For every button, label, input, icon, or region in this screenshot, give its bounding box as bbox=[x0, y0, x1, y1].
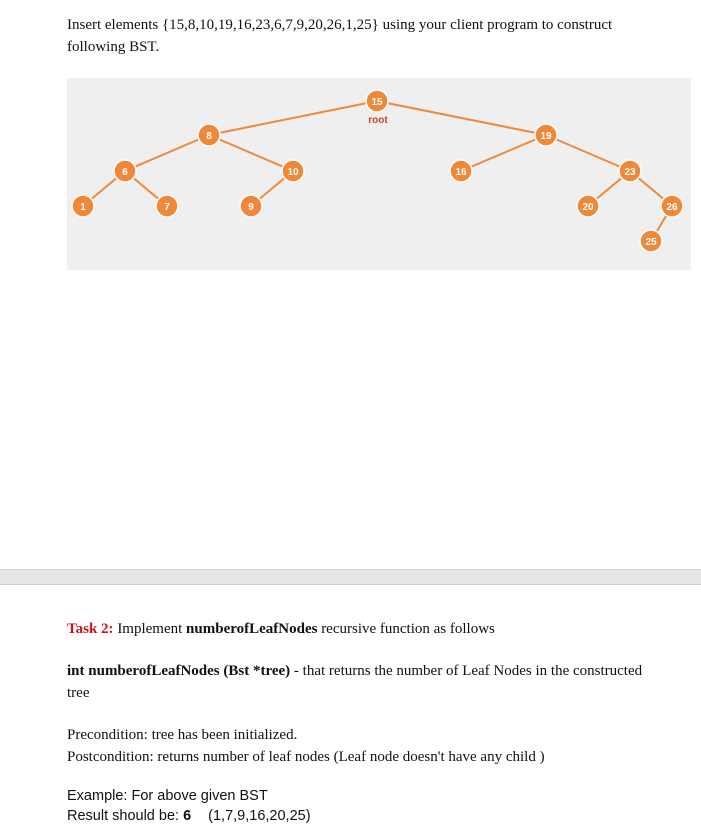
function-name: numberofLeafNodes bbox=[186, 621, 318, 637]
edge-8-10 bbox=[209, 135, 293, 171]
conditions bbox=[67, 724, 667, 768]
tree-node bbox=[156, 195, 178, 217]
tree-node bbox=[450, 160, 472, 182]
node-label: 20 bbox=[582, 202, 594, 213]
task-heading bbox=[67, 618, 667, 640]
task-intro-post: recursive function as follows bbox=[317, 621, 495, 637]
bst-diagram bbox=[67, 78, 691, 270]
example-line: Example: For above given BST bbox=[67, 788, 268, 804]
tree-node bbox=[661, 195, 683, 217]
tree-node bbox=[114, 160, 136, 182]
node-label: 10 bbox=[287, 167, 299, 178]
tree-node bbox=[619, 160, 641, 182]
result-label: Result should be: bbox=[67, 808, 184, 824]
node-label: 9 bbox=[248, 202, 254, 213]
edge-8-6 bbox=[125, 135, 209, 171]
tree-node bbox=[640, 230, 662, 252]
node-label: 7 bbox=[164, 202, 170, 213]
node-label: 16 bbox=[455, 167, 467, 178]
edge-19-16 bbox=[461, 135, 546, 171]
tree-node bbox=[535, 124, 557, 146]
intro-text: Insert elements {15,8,10,19,16,23,6,7,9,20,26,1,25} using your client program to construct following BST. bbox=[67, 17, 613, 55]
precondition-text: Precondition: tree has been initialized. bbox=[67, 727, 298, 743]
node-label: 26 bbox=[666, 202, 678, 213]
function-signature-line bbox=[67, 660, 667, 704]
task-intro-pre: Implement bbox=[113, 621, 187, 637]
example-block bbox=[67, 786, 311, 826]
bst-svg bbox=[67, 78, 691, 270]
node-label: 15 bbox=[371, 97, 383, 108]
node-label: 25 bbox=[645, 237, 657, 248]
result-list: (1,7,9,16,20,25) bbox=[208, 808, 311, 824]
node-label: 1 bbox=[80, 202, 86, 213]
function-signature: int numberofLeafNodes (Bst *tree) bbox=[67, 663, 291, 679]
tree-node bbox=[366, 90, 388, 112]
tree-node bbox=[198, 124, 220, 146]
task-label: Task 2: bbox=[67, 621, 114, 637]
node-label: 8 bbox=[206, 131, 212, 142]
tree-node bbox=[282, 160, 304, 182]
node-label: 6 bbox=[122, 167, 128, 178]
result-value: 6 bbox=[183, 808, 192, 824]
node-label: 23 bbox=[624, 167, 636, 178]
tree-node bbox=[577, 195, 599, 217]
result-line bbox=[67, 806, 311, 826]
root-label: root bbox=[368, 115, 388, 126]
edge-15-19 bbox=[377, 101, 546, 135]
tree-node bbox=[240, 195, 262, 217]
signature-description: - that returns the number of Leaf Nodes in the constructed tree bbox=[67, 663, 643, 701]
edge-15-8 bbox=[209, 101, 377, 135]
section-divider bbox=[0, 569, 701, 585]
node-label: 19 bbox=[540, 131, 552, 142]
edge-19-23 bbox=[546, 135, 630, 171]
tree-node bbox=[72, 195, 94, 217]
postcondition-text: Postcondition: returns number of leaf nodes (Leaf node doesn't have any child ) bbox=[67, 749, 545, 765]
